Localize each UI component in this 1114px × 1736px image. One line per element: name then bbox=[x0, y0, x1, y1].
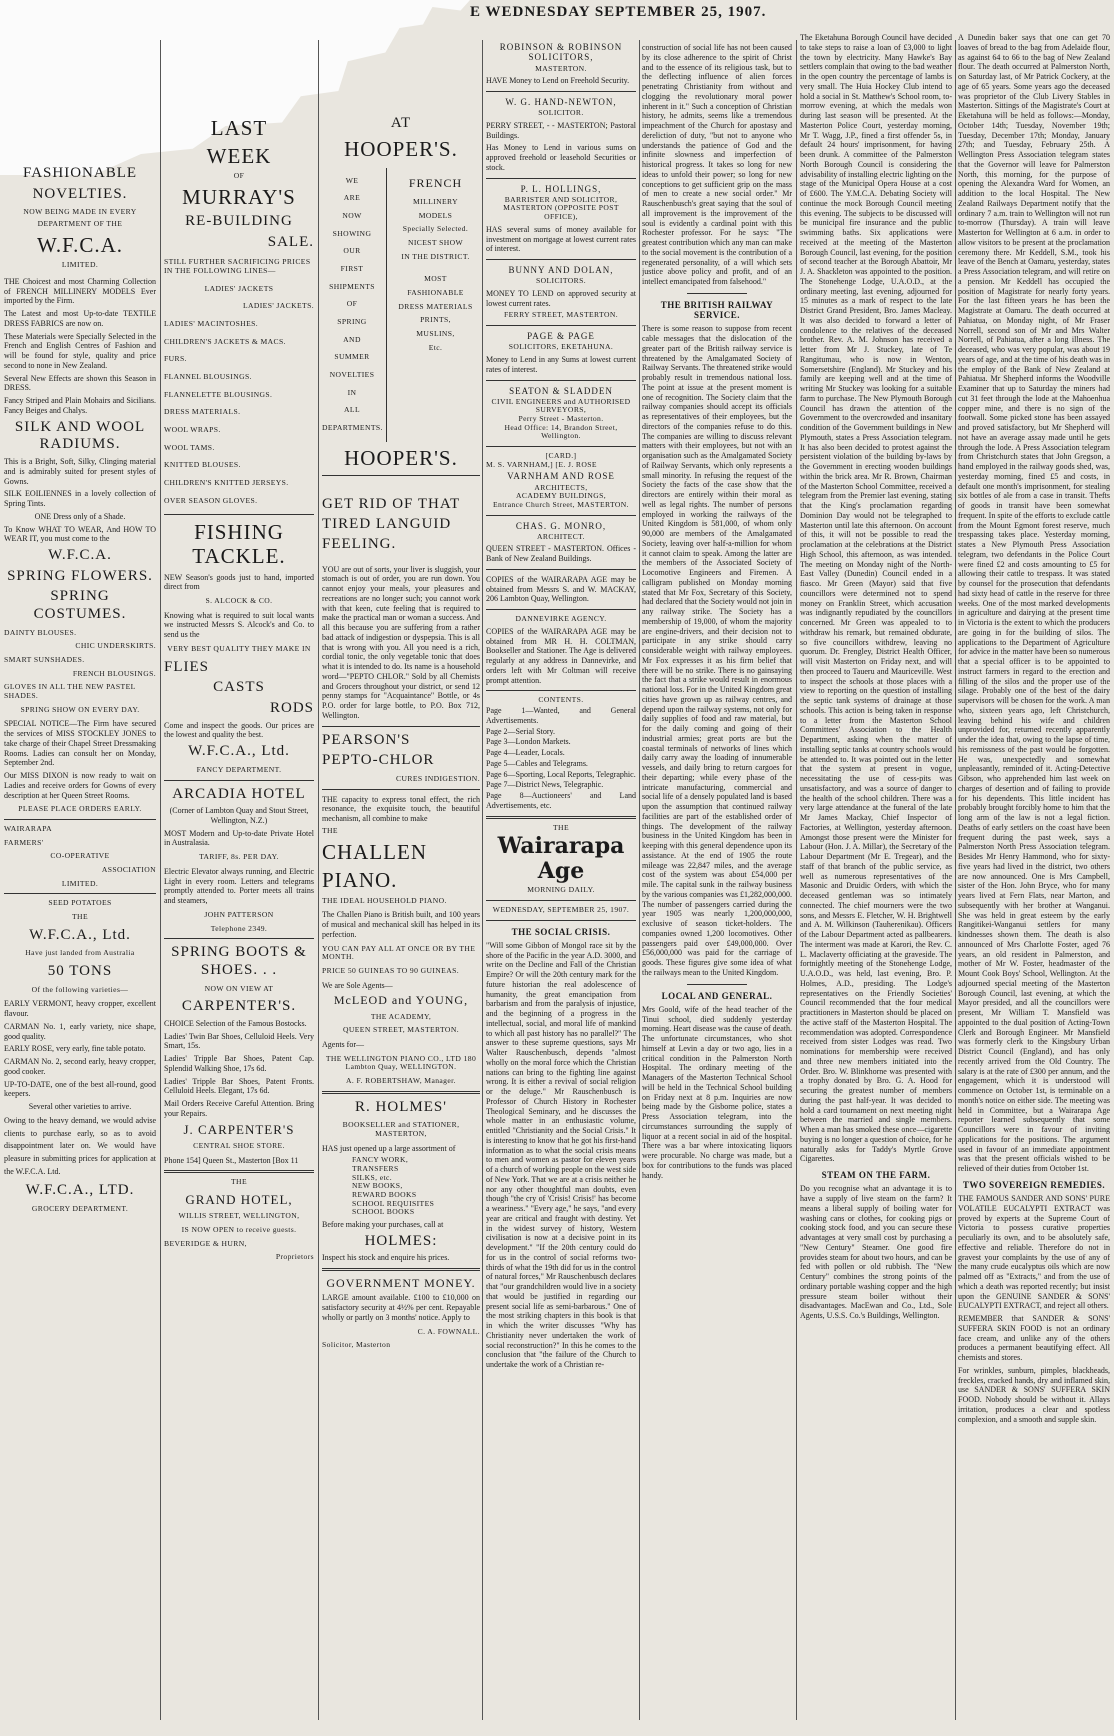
list-item: LADIES' JACKETS. bbox=[242, 301, 314, 311]
divider bbox=[164, 780, 314, 781]
farmers-line: FARMERS' bbox=[4, 837, 44, 847]
week-heading: WEEK bbox=[206, 144, 272, 169]
the-text: THE bbox=[322, 825, 338, 835]
ad-paragraph: Several New Effects are shown this Season in DRESS. bbox=[4, 373, 156, 393]
list-item: SHOWING bbox=[332, 228, 372, 238]
newspaper-title: Wairarapa Age bbox=[497, 833, 625, 885]
list-item: MODELS bbox=[418, 210, 453, 220]
list-item: OF bbox=[346, 299, 358, 309]
holmes-heading: HOLMES: bbox=[364, 1232, 438, 1249]
seed-heading: SEED POTATOES bbox=[48, 898, 112, 908]
beveridge-text: BEVERIDGE & HURN, bbox=[164, 1238, 247, 1248]
ad-paragraph: SPECIAL NOTICE—The Firm have secured the services of MISS STOCKLEY JONES to take charge of their Chapel Street Dressmaking Rooms. Ladies can consult her on Monday, September 2nd. bbox=[4, 719, 156, 768]
hoopers-heading: HOOPER'S. bbox=[344, 445, 458, 470]
list-item: OVER SEASON GLOVES. bbox=[164, 495, 258, 505]
ad-paragraph: NEW Season's goods just to hand, imported direct from bbox=[164, 572, 314, 592]
variety-item: EARLY VERMONT, heavy cropper, excellent flavour. bbox=[4, 999, 156, 1019]
robertshaw-text: A. F. ROBERTSHAW, Manager. bbox=[346, 1075, 456, 1085]
variety-item: EARLY ROSE, very early, fine table potato. bbox=[4, 1044, 146, 1054]
before-text: Before making your purchases, call at bbox=[322, 1219, 444, 1229]
column-rule bbox=[639, 40, 640, 1720]
ad-paragraph: Mail Orders Receive Careful Attention. Bring your Repairs. bbox=[164, 1099, 314, 1118]
hoopers-left-list bbox=[322, 168, 382, 442]
wfca-title: W.F.C.A., Ltd. bbox=[188, 743, 290, 760]
contents-item: Page 3—London Markets. bbox=[486, 737, 571, 747]
list-item: ALL bbox=[344, 405, 360, 415]
list-item: TRANSFERS bbox=[352, 1164, 399, 1173]
page-heading: PAGE & PAGE bbox=[527, 331, 595, 342]
ad-paragraph: Ladies' Tripple Bar Shoes, Patent Cap. Splendid Walking Shoe, 17s 6d. bbox=[164, 1054, 314, 1073]
article-headline: STEAM ON THE FARM. bbox=[821, 1170, 931, 1180]
divider bbox=[322, 1268, 480, 1271]
boots-heading: SPRING BOOTS & SHOES. . . bbox=[171, 944, 307, 978]
address-text: Perry Street - Masterton. bbox=[518, 414, 604, 424]
queen-street-text: QUEEN STREET, MASTERTON. bbox=[342, 1025, 459, 1035]
list-item: FRENCH BLOUSINGS. bbox=[72, 668, 156, 678]
cures-text: CURES INDIGESTION. bbox=[396, 773, 480, 783]
list-item: FLANNELETTE BLOUSINGS. bbox=[164, 389, 273, 399]
telephone-text: Telephone 2349. bbox=[210, 923, 268, 933]
ad-paragraph: SILK EOILIENNES in a lovely collection of Spring Tints. bbox=[4, 489, 156, 509]
list-item: WOOL TAMS. bbox=[164, 442, 215, 452]
contents-item: Page 2—Serial Story. bbox=[486, 726, 556, 736]
column-editorial bbox=[642, 40, 792, 1724]
casts-heading: CASTS bbox=[213, 679, 265, 696]
list-item: Etc. bbox=[428, 342, 443, 352]
divider bbox=[486, 178, 636, 179]
inspect-text: Inspect his stock and enquire his prices. bbox=[322, 1253, 450, 1263]
ad-paragraph: THE capacity to express tonal effect, the rich resonance, the exquisite touch, the beautiful mechanism, all combine to make bbox=[322, 794, 480, 824]
ad-paragraph: The Challen Piano is British built, and 100 years of musical and mechanical skill has helped in its perfection. bbox=[322, 910, 480, 939]
divider bbox=[486, 609, 636, 610]
list-item: WOOL WRAPS. bbox=[164, 425, 221, 435]
address-text: Head Office: 14, Brandon Street, Wellington. bbox=[504, 422, 618, 441]
divider bbox=[486, 259, 636, 260]
list-item: DRESS MATERIALS. bbox=[164, 407, 241, 417]
list-item: FASHIONABLE bbox=[407, 287, 464, 297]
article-body: construction of social life has not been caused by its close adherence to the spirit of Christ and to the essence of its religious task, but to the deflecting influence of alien forces penetrating Christianity from without and clogging the revolutionary moral power inherent in it." Such a conception of Christian history, he admits, seems like a tremendous impeachment of the Church for apostasy and dereliction of duty, "but not to anyone who understands the patience of God and the infinite slowness and imperfection of historical progress. It takes so long for new ideas to unfold their power; so long for new conceptions to get sufficient grip on the mass of men to create a new social order." Mr Rauschenbusch's great saying that the soul of all improvement is the improvement of the soul is evidently a cardinal point with this Rochester professor. For he says: "The greatest contribution which any man can make to the social movement is the contribution of a regenerated personality, of a will which sets justice above policy and profit, and of an intellect emancipated from falsehood." bbox=[642, 43, 792, 286]
column-hoopers-ads bbox=[322, 112, 480, 1724]
entrance-text: Entrance Church Street, MASTERTON. bbox=[493, 499, 629, 509]
wellington-piano-text: THE WELLINGTON PIANO CO., LTD 180 Lambton Quay, WELLINGTON. bbox=[325, 1053, 477, 1072]
wfca-title: W.F.C.A. bbox=[36, 233, 124, 258]
flies-heading: FLIES bbox=[164, 658, 210, 675]
article-headline: TWO SOVEREIGN REMEDIES. bbox=[962, 1179, 1106, 1190]
carpenters-heading: CARPENTER'S. bbox=[181, 998, 297, 1015]
engineers-text: CIVIL ENGINEERS and AUTHORISED SURVEYORS, bbox=[491, 396, 631, 415]
dannevirke-heading: DANNEVIRKE AGENCY. bbox=[515, 614, 607, 624]
spring-costumes-heading: SPRING COSTUMES. bbox=[33, 588, 127, 623]
fashionable-heading: FASHIONABLE bbox=[22, 165, 138, 181]
bunny-dolan-heading: BUNNY AND DOLAN, bbox=[508, 265, 614, 276]
contents-item: Page 6—Sporting, Local Reports, Telegraphic. bbox=[486, 769, 636, 779]
holmes-list bbox=[322, 1156, 480, 1217]
wfca-bottom-title: W.F.C.A., LTD. bbox=[25, 1181, 135, 1198]
divider bbox=[486, 91, 636, 92]
architect-text: ARCHITECT. bbox=[537, 531, 585, 541]
solicitors-text: SOLICITORS. bbox=[535, 276, 587, 286]
hand-newton-heading: W. G. HAND-NEWTON, bbox=[505, 96, 617, 107]
fownall-text: C. A. FOWNALL. bbox=[417, 1326, 480, 1336]
novelties-heading: NOVELTIES. bbox=[32, 185, 128, 202]
sale-list bbox=[164, 285, 314, 506]
article-headline: THE BRITISH RAILWAY SERVICE. bbox=[660, 299, 774, 320]
list-item: WE bbox=[345, 175, 359, 185]
list-item: SHIPMENTS bbox=[329, 281, 375, 291]
ad-paragraph: Has Money to Lend in various sums on approved freehold or leasehold Securities or stock. bbox=[486, 143, 636, 172]
list-item: DAINTY BLOUSES. bbox=[4, 627, 77, 637]
hoopers-divider bbox=[386, 168, 387, 442]
article-body: There is some reason to suppose from recent cable messages that the dislocation of the greater part of the British railway service is threatened by the Amalgamated Society of Railway Servants. The threatened strike would probably result in tremendous national loss. The point at issue at the present moment is one of recognition. The Society claim that the railway companies should accept its officials as representatives of their employees, but the directors of the companies refuse to do this. The companies are willing to discuss relevant matters with their employees, but not with an organisation such as the Amalgamated Society of Railway Servants, which only represents a small minority. In refusing the request of the Society the facts of the case show that the directors are entirely within their moral as well as legal rights. The number of persons employed in working the railways of the United Kingdom is 581,000, of whom only 90,000 are members of the Amalgamated Society, leaving over half-a-million for whom it cannot claim to speak. Among the latter are the members of the Associated Society of Locomotive Engineers and Firemen. A calligram published on Monday morning stated that Mr Fox, Secretary of this Society, had declared that the Society would not join in any railway strike. The Society has a membership of 19,000, of whom the majority are engine-drivers, and their decision not to participate in any strike should carry considerable weight with railway employees. Mr Fox expresses it as his firm belief that there will be no strike. There is no gainsaying the fact that a strike would result in enormous national loss. For in the United Kingdom great cities have grown up as railway centres, and depend upon the railway systems, not only for daily supplies of food and raw material, but for the daily coming and going of their industrial armies; great ports are but the coastal terminals of networks of lines which daily carry away the loading of innumerable vessels, and daily bring to return cargoes for their departing; while every phase of the intricate manufacturing, commercial and social life of a densely populated land is based upon the assumption that continued railway facilities are part of the established order of things. The development of the railway business in the United Kingdom has been in keeping with this general dependence upon its assistance. At the end of 1905 the route mileage was 22,847 miles, and the average cost of the system was about £54,000 per mile. The capital sunk in the railway business by the various companies was £1,282,000,000. The number of passengers carried during the year 1905 was nearly 1,200,000,000, exclusive of season ticket-holders. The companies owned 1,200 locomotives. Other passengers paid over £49,000,000. Over £56,000,000 was paid for the carriage of goods. These figures give some idea of what the railways mean to the United Kingdom. bbox=[642, 324, 792, 977]
association-line: ASSOCIATION bbox=[101, 865, 156, 875]
article-body: The Eketahuna Borough Council have decided to take steps to raise a loan of £3,000 to light the town by electricity. Many Hawke's Bay settlers complain that owing to the bad weather in the open country the percentage of lambs is very small. The Huia Hockey Club intend to hold a social in St. Matthew's School room, to-morrow evening, at which the medals won during last season will be presented. At the Masterton Police Court, yesterday morning, Mr T. Wagg, J.P., fined a first offender 5s, in default 24 hours' imprisonment, for having been drunk. A committee of the Palmerston North Borough Council is considering the advisability of installing electric lighting on the stage of the Municipal Opera House at a cost of £600. The Y.M.C.A. Debating Society will continue the mock Borough Council meeting this evening. The subjects to be discussed will be municipal fire insurance and the public swimming baths. Six applications were received at the meeting of the Masterton Borough Council, last evening, for the position of second teacher at the Borough Abattoir, Mr J. A. Shackleton was appointed to the position. The Stonehenge Lodge, U.A.O.D., at the ordinary meeting, last evening, adjourned for 15 minutes as a mark of respect to the late District Grand President, Bro. James Macleay. It was also decided to forward a letter of condolence to the relatives of the deceased brother. Rev. A. M. Johnson has received a letter from Mr J. Stuckey, late of Te Rangitumau, who is now in Wenton, Somersetshire (England). Mr Stuckey and his family are keeping well and at the time of writing Mr Stuckey was looking for a suitable farm to purchase. The New Plymouth Borough Council has drawn the attention of the Government to the overcrowded and insanitary condition of the Government buildings in New Plymouth, states a Press Association telegram. It has also been decided to protest against the persistent violation of the building by-laws by the Government in erecting wooden buildings within the brick area. Mr R. Brown, Chairman of the Masterton School Committee, received a telegram from the Premier last evening, stating that the King's proclamation regarding Dominion Day would not be telegraphed to Masterton until late this afternoon. On account of this, it will not be possible to read the proclamation at the celebrations at the District High School, this afternoon, as was intended. The meeting on Monday night of the North-East Valley (Dunedin) Council ended in a fiasco. Mr Green (Mayor) said that five councillors were determined not to spend money on Franklin Street, which accusation was indignantly repudiated by the councillors concerned. Mr Green was appealed to to withdraw his remark, but remained obdurate, so five councillors withdrew, leaving no quorum. Dr. Frengley, District Health Officer, will visit Masterton on Friday next, and will then proceed to Taueru and Mauriceville. West to inspect the schools at those places with a view to reporting on the question of installing the septic tank systems of drainage at those schools. This action is being taken in response to a letter from the Masterton School Committees' Association to the Health Department, asking when the matter of installing septic tanks at country schools would be attended to. It was pointed out in the letter that the system at present in vogue, necessitating the use of cess-pits was unsatisfactory, and was a source of danger to the health of the school children. There was a very large attendance at the funeral of the late Mr James Mackay, Chief Inspector of Factories, at Wellington, yesterday afternoon. Amongst those present were the Minister for Labour (Hon. J. A. Millar), the Secretary of the Labour Department (Mr E. Tregear), and the staff of that branch of the public service, as well as numerous representatives of the Masonic and Druidic Orders, with which the deceased gentleman was so intimately connected. The chief mourners were the two sons, and Messrs E. Fletcher, W. H. Brightwell and A. M. Wilkinson (Tauherenikau). Officers of the Labour Department acted as pallbearers. The interment was made at Karori, the Rev. C. L. Maclaverty officiating at the graveside. The fortnightly meeting of the Stonehenge Lodge, U.A.O.D., was held, last evening, Bro. P. Holmes, A.D., presiding. The Lodge's representatives on the Friendly Societies' Council recommended that the four medical practitioners in Masterton should be placed on the active staff of the Masterton Hospital. The recommendation was adopted. Correspondence received from sister Lodges was read. Two nominations for membership were received and three new members initiated into the Order. Bro. W. Blinkhorne was presented with a trophy donated by Bro. G. A. Hood for securing the greatest number of members during the past half-year. It was decided to hold a card tournament on next meeting night between the married and single members. When a man has smoked these once—cigarette buying is no longer a question of choice, for he naturally asks for Taddy's Myrtle Grove Cigarettes. bbox=[800, 33, 952, 1164]
murray-heading: MURRAY'S bbox=[182, 184, 296, 209]
list-item: SILKS, etc. bbox=[352, 1172, 393, 1182]
article-body: "Will some Gibbon of Mongol race sit by the shore of the Pacific in the year A.D. 3000, and write on the Decline and Fall of the Christian Empire? Or will the 20th century mark for the future historian the real adolescence of humanity, the great emancipation from barbarism and from the paralysis of injustice, and the beginning of a progress in the intellectual, social, and moral life of mankind to which all past history has no parallel?" The answer to these supreme questions, says Mr Walter Rauschenbusch, depends "almost wholly on the moral force which the Christian nations can bring to the fighting line against wrong. It is either a revival of social religion or the deluge." Mr Rauschenbusch is Professor of Church History in Rochester Theological Seminary, and he discusses the whole matter in an enthusiastic volume, entitled "Christianity and the Social Crisis." It is interesting to know that he got his first-hand information as to what the social crisis means to men and women as pastor for eleven years of a church of working people on the west side of New York. That we are at a crisis neither he nor any other thoughtful man doubts, even though "the cry of 'Crisis! Crisis!' has become a weariness." "Every age," he says, "and every year are critical and fraught with destiny. Yet in the widest survey of history, Western civilisation is now at a decisive point in its development." "If the 20th century could do for us in the control of social reforms two-thirds of what the 19th did for us in the control of natural forces," Mr Rauschenbusch declares that "our grandchildren would live in a society that would be justified in regarding our present social life as semi-barbarous." One of the most striking chapters in this book is that in which the writer discusses "Why has Christianity never undertaken the work of social reconstruction?" In this he comes to the conclusion that "the failure of the Church to undertake the work of a Christian re- bbox=[486, 940, 636, 1370]
list-item: FANCY WORK, bbox=[352, 1155, 409, 1165]
divider bbox=[486, 816, 636, 819]
article-body: Mrs Goold, wife of the head teacher of the Tinui school, died suddenly yesterday morning. Heart disease was the cause of death. The unfortunate circumstances, who shot himself at Levin a day or two ago, lies in a critical condition in the Palmerston North Hospital. The ordinary meeting of the Managers of the Masterton Technical School will be held in the Technical School building on Friday next at 8 p.m. Inquiries are now being made by the Gisborne police, states a Press Association telegram, into the circumstances surrounding the supply of liquor at a recent social in aid of the hospital. There was a bar where intoxicating liquors were procurable. No charge was made, but a box for contributions to the funds was placed handy. bbox=[642, 1004, 792, 1180]
contents-item: Page 8—Auctioneers' and Land Advertisements, etc. bbox=[486, 791, 636, 810]
variety-item: UP-TO-DATE, one of the best all-round, good keepers. bbox=[4, 1079, 156, 1099]
list-item: CHILDREN'S KNITTED JERSEYS. bbox=[164, 477, 289, 487]
list-item: IN THE DISTRICT. bbox=[401, 251, 470, 261]
ad-paragraph: Fancy Striped and Plain Mohairs and Sicilians. Fancy Beiges and Chalys. bbox=[4, 396, 156, 415]
list-item: MUSLINS, bbox=[416, 328, 455, 338]
ad-paragraph: Come and inspect the goods. Our prices are the lowest and quality the best. bbox=[164, 720, 314, 740]
ad-paragraph: Ladies' Tripple Bar Shoes, Patent Fronts. Celluloid Heels. Elegant, 17s 6d. bbox=[164, 1076, 314, 1096]
variety-item: CARMAN No. 1, early variety, nice shape, good quality. bbox=[4, 1021, 156, 1041]
ad-paragraph: The Latest and most Up-to-date TEXTILE DRESS FABRICS are now on. bbox=[4, 309, 156, 328]
list-item: FIRST bbox=[340, 264, 364, 274]
variety-item: Several other varieties to arrive. bbox=[28, 1102, 132, 1112]
monro-heading: CHAS. G. MONRO, bbox=[515, 520, 607, 531]
tired-heading: GET RID OF THAT TIRED LANGUID FEELING. bbox=[322, 495, 460, 553]
list-item: SPRING bbox=[337, 317, 367, 327]
price-text: PRICE 50 GUINEAS TO 90 GUINEAS. bbox=[322, 966, 459, 975]
hollings-heading: P. L. HOLLINGS, bbox=[520, 183, 602, 194]
jcarpenter-heading: J. CARPENTER'S bbox=[183, 1121, 295, 1137]
morning-daily-text: MORNING DAILY. bbox=[527, 885, 595, 895]
varnham-heading: VARNHAM AND ROSE bbox=[507, 471, 615, 482]
academy-text: THE ACADEMY, bbox=[370, 1011, 432, 1021]
divider bbox=[486, 380, 636, 381]
proprietor-name: JOHN PATTERSON bbox=[204, 909, 274, 919]
list-item: MOST bbox=[424, 274, 447, 284]
column-murray-ads bbox=[164, 112, 314, 1724]
article-body: For wrinkles, sunburn, pimples, blackheads, freckles, cracked hands, dry and inflamed skin, use SANDER & SONS' SUFFERA SKIN FOOD. Nobody should be without it. Allays irritation, produces a clear and spotless complexion, and a smooth and supple skin. bbox=[958, 1365, 1110, 1424]
piano-heading: PIANO. bbox=[322, 867, 398, 892]
the-text: THE bbox=[231, 1177, 247, 1187]
tons-heading: 50 TONS bbox=[47, 963, 113, 980]
ad-paragraph: Ladies' Twin Bar Shoes, Celluloid Heels. Very Smart, 15s. bbox=[164, 1031, 314, 1051]
alcock-text: S. ALCOCK & CO. bbox=[205, 596, 273, 606]
masthead-date: E WEDNESDAY SEPTEMBER 25, 1907. bbox=[470, 4, 767, 20]
contents-heading: CONTENTS. bbox=[538, 695, 584, 705]
ad-paragraph: MOST Modern and Up-to-date Private Hotel in Australasia. bbox=[164, 828, 314, 848]
pearsons-heading: PEARSON'S bbox=[322, 731, 411, 748]
ad-paragraph: This is a Bright, Soft, Silky, Clinging material and is admirably suited for present styles of Gowns. bbox=[4, 457, 156, 486]
ad-paragraph: Our MISS DIXON is now ready to wait on Ladies and receive orders for Gowns of every description at her Queen Street Rooms. bbox=[4, 771, 156, 800]
divider bbox=[164, 938, 314, 939]
agents-text: We are Sole Agents— bbox=[322, 980, 393, 990]
column-local-news-2 bbox=[958, 30, 1110, 1724]
fancy-text: FANCY DEPARTMENT. bbox=[196, 764, 282, 774]
list-item: NOVELTIES bbox=[329, 370, 375, 380]
article-body: REMEMBER that SANDER & SONS' SUFFERA SKIN FOOD is not an ordinary face cream, and unlike any of the others produces a permanent beautifying effect. All chemists and stores. bbox=[958, 1314, 1110, 1362]
contents-item: Page 5—Cables and Telegrams. bbox=[486, 758, 588, 768]
list-item: PRINTS, bbox=[420, 315, 451, 325]
divider bbox=[322, 1091, 480, 1094]
spring-flowers-heading: SPRING FLOWERS. bbox=[7, 567, 153, 584]
list-item: SPRING SHOW ON EVERY DAY. bbox=[20, 704, 140, 714]
grocery-text: GROCERY DEPARTMENT. bbox=[31, 1203, 129, 1213]
hoopers-right-list bbox=[391, 168, 480, 442]
central-text: CENTRAL SHOE STORE. bbox=[193, 1141, 285, 1150]
list-item: REWARD BOOKS bbox=[352, 1189, 417, 1199]
column-professional-cards bbox=[486, 40, 636, 1724]
ad-paragraph: HAVE Money to Lend on Freehold Security. bbox=[486, 76, 630, 86]
ad-paragraph: COPIES of the WAIRARAPA AGE may be obtained from Messrs S. and W. MACKAY, 206 Lambton Quay, Wellington. bbox=[486, 574, 636, 604]
challen-heading: CHALLEN bbox=[322, 839, 427, 864]
divider bbox=[486, 515, 636, 516]
ad-paragraph: THE Choicest and most Charming Collection of FRENCH MILLINERY MODELS Ever imported by the Firm. bbox=[4, 276, 156, 306]
following-text: Of the following varieties— bbox=[31, 984, 129, 994]
address-text: MASTERTON (OPPOSITE POST OFFICE), bbox=[503, 203, 619, 222]
column-rule bbox=[160, 40, 161, 1720]
divider bbox=[322, 789, 480, 790]
tariff-text: TARIFF, 8s. PER DAY. bbox=[199, 852, 279, 862]
ad-paragraph: PERRY STREET, - - MASTERTON; Pastoral Buildings. bbox=[486, 120, 636, 140]
divider bbox=[4, 819, 156, 820]
list-item: SCHOOL BOOKS bbox=[352, 1207, 415, 1217]
pepto-heading: PEPTO-CHLOR bbox=[322, 752, 435, 769]
divider bbox=[4, 893, 156, 894]
at-text: AT bbox=[390, 115, 412, 131]
seaton-heading: SEATON & SLADDEN bbox=[509, 385, 613, 396]
article-body: THE FAMOUS SANDER AND SONS' PURE VOLATILE EUCALYPTI EXTRACT was proved by experts at the Supreme Court of Victoria to possess curative properties peculiarly its own, and to be absolutely safe, effective and reliable. Therefore do not in gravest your complaints by the use of any of the many crude eucalyptus oils which are now palmed off as "Extracts," and from the use of which a death was reported recently; but insist upon the GENUINE SANDER & SONS' EUCALYPTI EXTRACT, and reject all others. bbox=[958, 1194, 1110, 1311]
divider bbox=[164, 1170, 314, 1173]
list-item: MILLINERY bbox=[413, 196, 458, 206]
ad-paragraph: QUEEN STREET - MASTERTON. Offices - Bank of New Zealand Buildings. bbox=[486, 544, 636, 564]
list-item: Specially Selected. bbox=[402, 224, 469, 234]
column-rule bbox=[955, 40, 956, 1720]
rods-heading: RODS bbox=[269, 700, 314, 717]
card-text: [CARD.] bbox=[545, 451, 577, 461]
list-item: LADIES' MACINTOSHES. bbox=[164, 319, 259, 329]
list-item: NEW BOOKS, bbox=[352, 1181, 403, 1191]
divider bbox=[486, 690, 636, 691]
wfca-title: W.F.C.A. bbox=[48, 547, 112, 564]
open-text: IS NOW OPEN to receive guests. bbox=[181, 1225, 297, 1235]
ideal-text: THE IDEAL HOUSEHOLD PIANO. bbox=[322, 895, 447, 905]
variety-item: CARMAN No. 2, second early, heavy cropper, good cooker. bbox=[4, 1057, 156, 1076]
ad-paragraph: MONEY TO LEND on approved security at lowest current rates. bbox=[486, 288, 636, 308]
list-item: LADIES' JACKETS bbox=[204, 283, 274, 293]
divider bbox=[687, 293, 747, 294]
phone-text: Phone 154] Queen St., Masterton [Box 11 bbox=[164, 1155, 299, 1165]
divider bbox=[322, 475, 480, 476]
ad-paragraph: Knowing what is required to suit local wants we instructed Messrs S. Alcock's and Co. to send us the bbox=[164, 610, 314, 640]
wairarapa-line: WAIRARAPA bbox=[4, 824, 53, 834]
ad-paragraph: HAS several sums of money available for investment on mortgage at lowest current rates of interest. bbox=[486, 224, 636, 254]
divider bbox=[687, 984, 747, 985]
list-item: SCHOOL REQUISITES bbox=[352, 1198, 435, 1208]
of-text: OF bbox=[233, 171, 245, 181]
list-item: CHIC UNDERSKIRTS. bbox=[75, 641, 156, 651]
contents-item: Page 1—Wanted, and General Advertisements. bbox=[486, 706, 636, 725]
list-item: AND bbox=[343, 334, 361, 344]
agents-for-text: Agents for— bbox=[322, 1039, 364, 1049]
ad-paragraph: HAS just opened up a large assortment of bbox=[322, 1143, 456, 1153]
limited-text: LIMITED. bbox=[61, 260, 99, 270]
ad-paragraph: LARGE amount available. £100 to £10,000 on satisfactory security at 4½% per cent. Repayable wholly or partly on 3 months' notice. Apply to bbox=[322, 1293, 480, 1322]
column-local-news bbox=[800, 30, 952, 1724]
article-headline: THE SOCIAL CRISIS. bbox=[511, 926, 611, 937]
robinson-heading: ROBINSON & ROBINSON SOLICITORS, bbox=[499, 42, 623, 63]
silk-heading: SILK AND WOOL RADIUMS. bbox=[14, 418, 146, 453]
contents-list bbox=[486, 706, 636, 811]
sacrifice-text: STILL FURTHER SACRIFICING PRICES IN THE FOLLOWING LINES— bbox=[164, 257, 311, 276]
arcadia-address: (Corner of Lambton Quay and Stout Street, Wellington, N.Z.) bbox=[169, 806, 309, 825]
the-text: THE bbox=[553, 822, 569, 832]
list-item: CHILDREN'S JACKETS & MACS. bbox=[164, 336, 286, 346]
list-item: IN bbox=[347, 387, 357, 397]
last-heading: LAST bbox=[210, 116, 268, 140]
ad-paragraph: These Materials were Specially Selected in the French and English Centres of Fashion and will be found for style, quality and price second to none in New Zealand. bbox=[4, 331, 156, 370]
landed-text: Have just landed from Australia bbox=[25, 948, 135, 958]
solicitors-text: SOLICITORS, EKETAHUNA. bbox=[508, 342, 614, 352]
divider bbox=[322, 726, 480, 727]
masterton-text: MASTERTON. bbox=[535, 63, 587, 73]
mcleod-heading: McLEOD and YOUNG, bbox=[333, 993, 469, 1008]
divider bbox=[164, 514, 314, 515]
article-body: A Dunedin baker says that one can get 70 loaves of bread to the bag from Adelaide flour, as against 64 to 66 to the bag of New Zealand flour. The death occurred at Palmerston North, on Saturday last, of Mr Patrick Cockery, at the age of 65 years. Some years ago the deceased was proprietor of the Club Livery Stables in Masterton. Sittings of the Magistrate's Court at Eketahuna will be held as follows:—Monday, October 14th; Tuesday, November 19th; Tuesday, December 17th; Monday, January 27th; and Tuesday, February 25th. A Wellington Press Association telegram states that the Governor will leave for Palmerston North, this morning, for the purpose of opening the Alexandra Ward for Women, an addition to the local Hospital. The New Zealand Railways Department notify that the ordinary 7 a.m. train to Wellington will not run to-morrow (Thursday). A train will leave Masterton for Wellington at 6 a.m. in order to allow visitors to be present at the proclamation ceremony there. Mr Keddell, S.M., took his leave of the Bench at Oamaru, yesterday, states a Press Association telegram, and will retire on a pension. Mr Keddell has occupied the position of Magistrate for nearly forty years. For the last fifteen years he has been the Magistrate at Oamaru. The death occurred at Pahiatua, on Monday night, of Mr Fraser Norrell, second son of Mr and Mrs Walter Norrell, of Pahiatua, after a long illness. The deceased, who was very popular, was about 19 years of age, and at the time of his death was in the employ of the Bank of New Zealand at Pahiatua. Mr Shepherd informs the Woodville Examiner that up to Saturday the miners had cut 31 feet through the lode at the Mahoenhua copper mine, and there is no sign of the footwall. Some picked stone has been assayed and proved satisfactory, but Mr Shepherd will not have an average assay made until he gets through the lode. A Press Association telegram from Christchurch states that John Gregson, a hand employed in the railway goods shed, was, yesterday morning, fined £5 and costs, in default one month's imprisonment, for stealing six bottles of ale from a case in transit. Thefts of goods in transit have been somewhat frequent. In spite of the efforts to exclude cattle from the Mount Egmont forest reserve, much trespassing takes place. Yesterday morning, states a New Plymouth Press Association telegram, two defendants in the Police Court were fined £2 and costs amounting to £5 for allowing their cattle to trespass. It was stated by counsel for the prosecution that defendants had sixty head of cattle in the reserve for three weeks. One of the most marked developments in agriculture and dairying at the present time in Victoria is the extent to which the producers are going in for the building of silos. The applications to the Department of Agriculture for advice in the matter have been so numerous that a special officer is to be appointed to instruct farmers in regard to the erection and filling of the silos and the proper use of the silage. Probably one of the best of the dairy supervisors will be chosen for the work. A man who, sixteen years ago, left Christchurch, leaving behind his wife and children unprovided for, returned recently apparently under the idea that, owing to the lapse of time, his remissness of the past would be forgotten. He was, unexpectedly and somewhat unpleasantly, reminded of it. Acting-Detective Gibson, who apprehended him last week on charges of desertion and of failing to provide for his dependents. This little incident has probably brought forcibly home to him that the long arm of the law is not a legal fiction. Deaths of early settlers on the coast have been frequent during the past week, says a Palmerston North Press Association telegram. Besides Mr Henry Hammond, who for sixty-five years had lived in the district, two others are now announced. One is Mrs Campbell, sister of the Hon. John Bryce, who for many years lived at Fern Flats, near Marton, and subsequently with her brother at Wanganui. She was held in great esteem by the early Rangitikei-Wanganui settlers for many kindnesses shown them. The death is also announced of Mrs Charlotte Foster, aged 76 years, an old resident in Palmerston, and mother of Mr W. Foster, headmaster of the Mount Cook Boys' School, Wellington. At the adjourned special meeting of the Masterton Borough Council, last evening, at which the Mayor presided, and all the councillors were present, Mr William T. Mansfield was appointed to the dual position of Acting-Town Clerk and Borough Engineer. Mr Mansfield was formerly clerk to the Kingsbury Urban District Council (England), and has only recently arrived from the Old Country. The salary is at the rate of £300 per annum, and the engagement, which it is understood will commence on October 1st, is terminable on a month's notice on either side. The meeting was held in Committee, but a Wairarapa Age reporter learned subsequently that some Councillors were in favour of inviting applications for the positions. The argument used in favour of an immediate appointment was that the present officials wished to be relieved of their duties from October 1st. bbox=[958, 33, 1110, 1173]
fishing-heading: FISHING TACKLE. bbox=[192, 520, 286, 569]
list-item: KNITTED BLOUSES. bbox=[164, 460, 241, 470]
limited-text: LIMITED. bbox=[61, 878, 99, 888]
proprietors-text: Proprietors bbox=[275, 1252, 314, 1262]
column-wfca-ads bbox=[4, 162, 156, 1724]
address-text: FERRY STREET, MASTERTON. bbox=[503, 310, 619, 320]
list-item: NICEST SHOW bbox=[407, 237, 464, 247]
ad-paragraph: Electric Elevator always running, and Electric Light in every room. Letters and telegrams promptly attended to. Porter meets all trains and steamers, bbox=[164, 866, 314, 906]
divider bbox=[486, 325, 636, 326]
article-headline: LOCAL AND GENERAL. bbox=[661, 990, 773, 1001]
names-text: M. S. VARNHAM,] [E. J. ROSE bbox=[486, 459, 597, 469]
solicitor-text: SOLICITOR. bbox=[538, 108, 584, 118]
list-item: FRENCH bbox=[408, 175, 463, 190]
divider bbox=[486, 569, 636, 570]
column-rule bbox=[482, 40, 483, 1720]
architects-text: ARCHITECTS, bbox=[534, 482, 588, 492]
the-text: THE bbox=[72, 912, 88, 922]
pay-text: YOU CAN PAY ALL AT ONCE OR BY THE MONTH. bbox=[322, 943, 476, 962]
ad-paragraph: Owing to the heavy demand, we would advise clients to purchase early, so as to avoid disappointment later on. We would have pleasure in submitting prices for application at the W.F.C.A. Ltd. bbox=[4, 1115, 156, 1177]
view-text: NOW ON VIEW AT bbox=[204, 983, 274, 993]
hoopers-two-columns bbox=[322, 168, 480, 442]
arcadia-heading: ARCADIA HOTEL bbox=[172, 785, 306, 802]
ad-paragraph: To Know WHAT TO WEAR, And HOW TO WEAR IT, you must come to the bbox=[4, 524, 156, 544]
column-rule bbox=[318, 40, 319, 1720]
divider bbox=[486, 920, 636, 921]
ad-paragraph: CHOICE Selection of the Famous Bostocks. bbox=[164, 1018, 307, 1028]
buildings-text: ACADEMY BUILDINGS, bbox=[515, 491, 607, 501]
list-item: ARE bbox=[343, 193, 361, 203]
list-item: PLEASE PLACE ORDERS EARLY. bbox=[18, 804, 142, 814]
list-item: SMART SUNSHADES. bbox=[4, 655, 85, 665]
list-item: DRESS MATERIALS bbox=[398, 301, 473, 311]
willis-text: WILLIS STREET, WELLINGTON, bbox=[178, 1211, 300, 1221]
list-item: FURS. bbox=[164, 354, 187, 364]
bookseller-text: BOOKSELLER and STATIONER, MASTERTON, bbox=[342, 1120, 460, 1138]
divider bbox=[486, 900, 636, 901]
list-item: GLOVES IN ALL THE NEW PASTEL SHADES. bbox=[4, 682, 136, 701]
hoopers-heading: HOOPER'S. bbox=[344, 136, 458, 161]
ad-paragraph: COPIES of the WAIRARAPA AGE may be obtained from MR H. H. COLTMAN, Bookseller and Stationer. The Age is delivered regularly at any address in Dannevirke, and orders left with Mr Coltman will receive prompt attention. bbox=[486, 626, 636, 685]
list-item: OUR bbox=[343, 246, 361, 256]
rebuilding-heading: RE-BUILDING bbox=[185, 213, 293, 230]
ad-paragraph: Money to Lend in any Sums at lowest current rates of interest. bbox=[486, 355, 636, 374]
column-rule bbox=[796, 40, 797, 1720]
issue-date: WEDNESDAY, SEPTEMBER 25, 1907. bbox=[492, 905, 630, 914]
list-item: SUMMER bbox=[334, 352, 370, 362]
intro-text: NOW BEING MADE IN EVERY DEPARTMENT OF THE bbox=[23, 207, 137, 228]
contents-item: Page 4—Leader, Locals. bbox=[486, 748, 565, 758]
article-body: Do you recognise what an advantage it is to have a supply of live steam on the farm? It means a liberal supply of boiling water for washing cans or clothes, for cooking pigs or cooking stock food, and you can secure these advantages at very small cost by purchasing a "New Century" Steamer. One good fire provides steam for about two hours, and can be fed with pollen or old rubbish. The "New Century" combines the strong points of the ordinary portable washing copper and the high pressure steam boiler without their disadvantages. MacEwan and Co., Ltd., Sole Agents, U.S.S. Co.'s Buildings, Wellington. bbox=[800, 1184, 952, 1320]
holmes-heading: R. HOLMES' bbox=[355, 1098, 447, 1115]
list-item: NOW bbox=[342, 211, 362, 221]
grand-hotel-heading: GRAND HOTEL, bbox=[185, 1192, 293, 1208]
list-item: DEPARTMENTS. bbox=[322, 423, 383, 433]
quality-text: VERY BEST QUALITY THEY MAKE IN bbox=[167, 643, 311, 653]
divider bbox=[486, 446, 636, 447]
contents-item: Page 7—District News, Telegraphic. bbox=[486, 780, 604, 790]
barrister-text: BARRISTER AND SOLICITOR, bbox=[504, 194, 618, 204]
wfca-title: W.F.C.A., Ltd. bbox=[29, 926, 131, 943]
ad-paragraph: ONE Dress only of a Shade. bbox=[34, 511, 126, 521]
list-item: FLANNEL BLOUSINGS. bbox=[164, 372, 252, 382]
solicitor-text: Solicitor, Masterton bbox=[322, 1340, 391, 1350]
government-heading: GOVERNMENT MONEY. bbox=[326, 1276, 476, 1291]
cooperative-line: CO-OPERATIVE bbox=[50, 851, 110, 861]
ad-paragraph: YOU are out of sorts, your liver is sluggish, your stomach is out of order, you are run down. You cannot enjoy your meals, your pleasures and recreations are no longer such; you cannot work with that keen, cute feeling that is required to make the practical man or woman a success. And all this because you are suffering from a rather bad attack of indigestion or dyspepsia. This is all that is wrong with you. All you need is a rich, cordial tonic, the only vegetable tonic that does what it is intended to do. Its name is a household word—"PEPTO CHLOR." Sold by all Chemists and Grocers throughout your district, or send 12 penny stamps for "Acquaintance" Bottle, or 4s P.O. order for large bottle, to P.O. Box 712, Wellington. bbox=[322, 564, 480, 720]
sale-heading: SALE. bbox=[267, 233, 314, 250]
